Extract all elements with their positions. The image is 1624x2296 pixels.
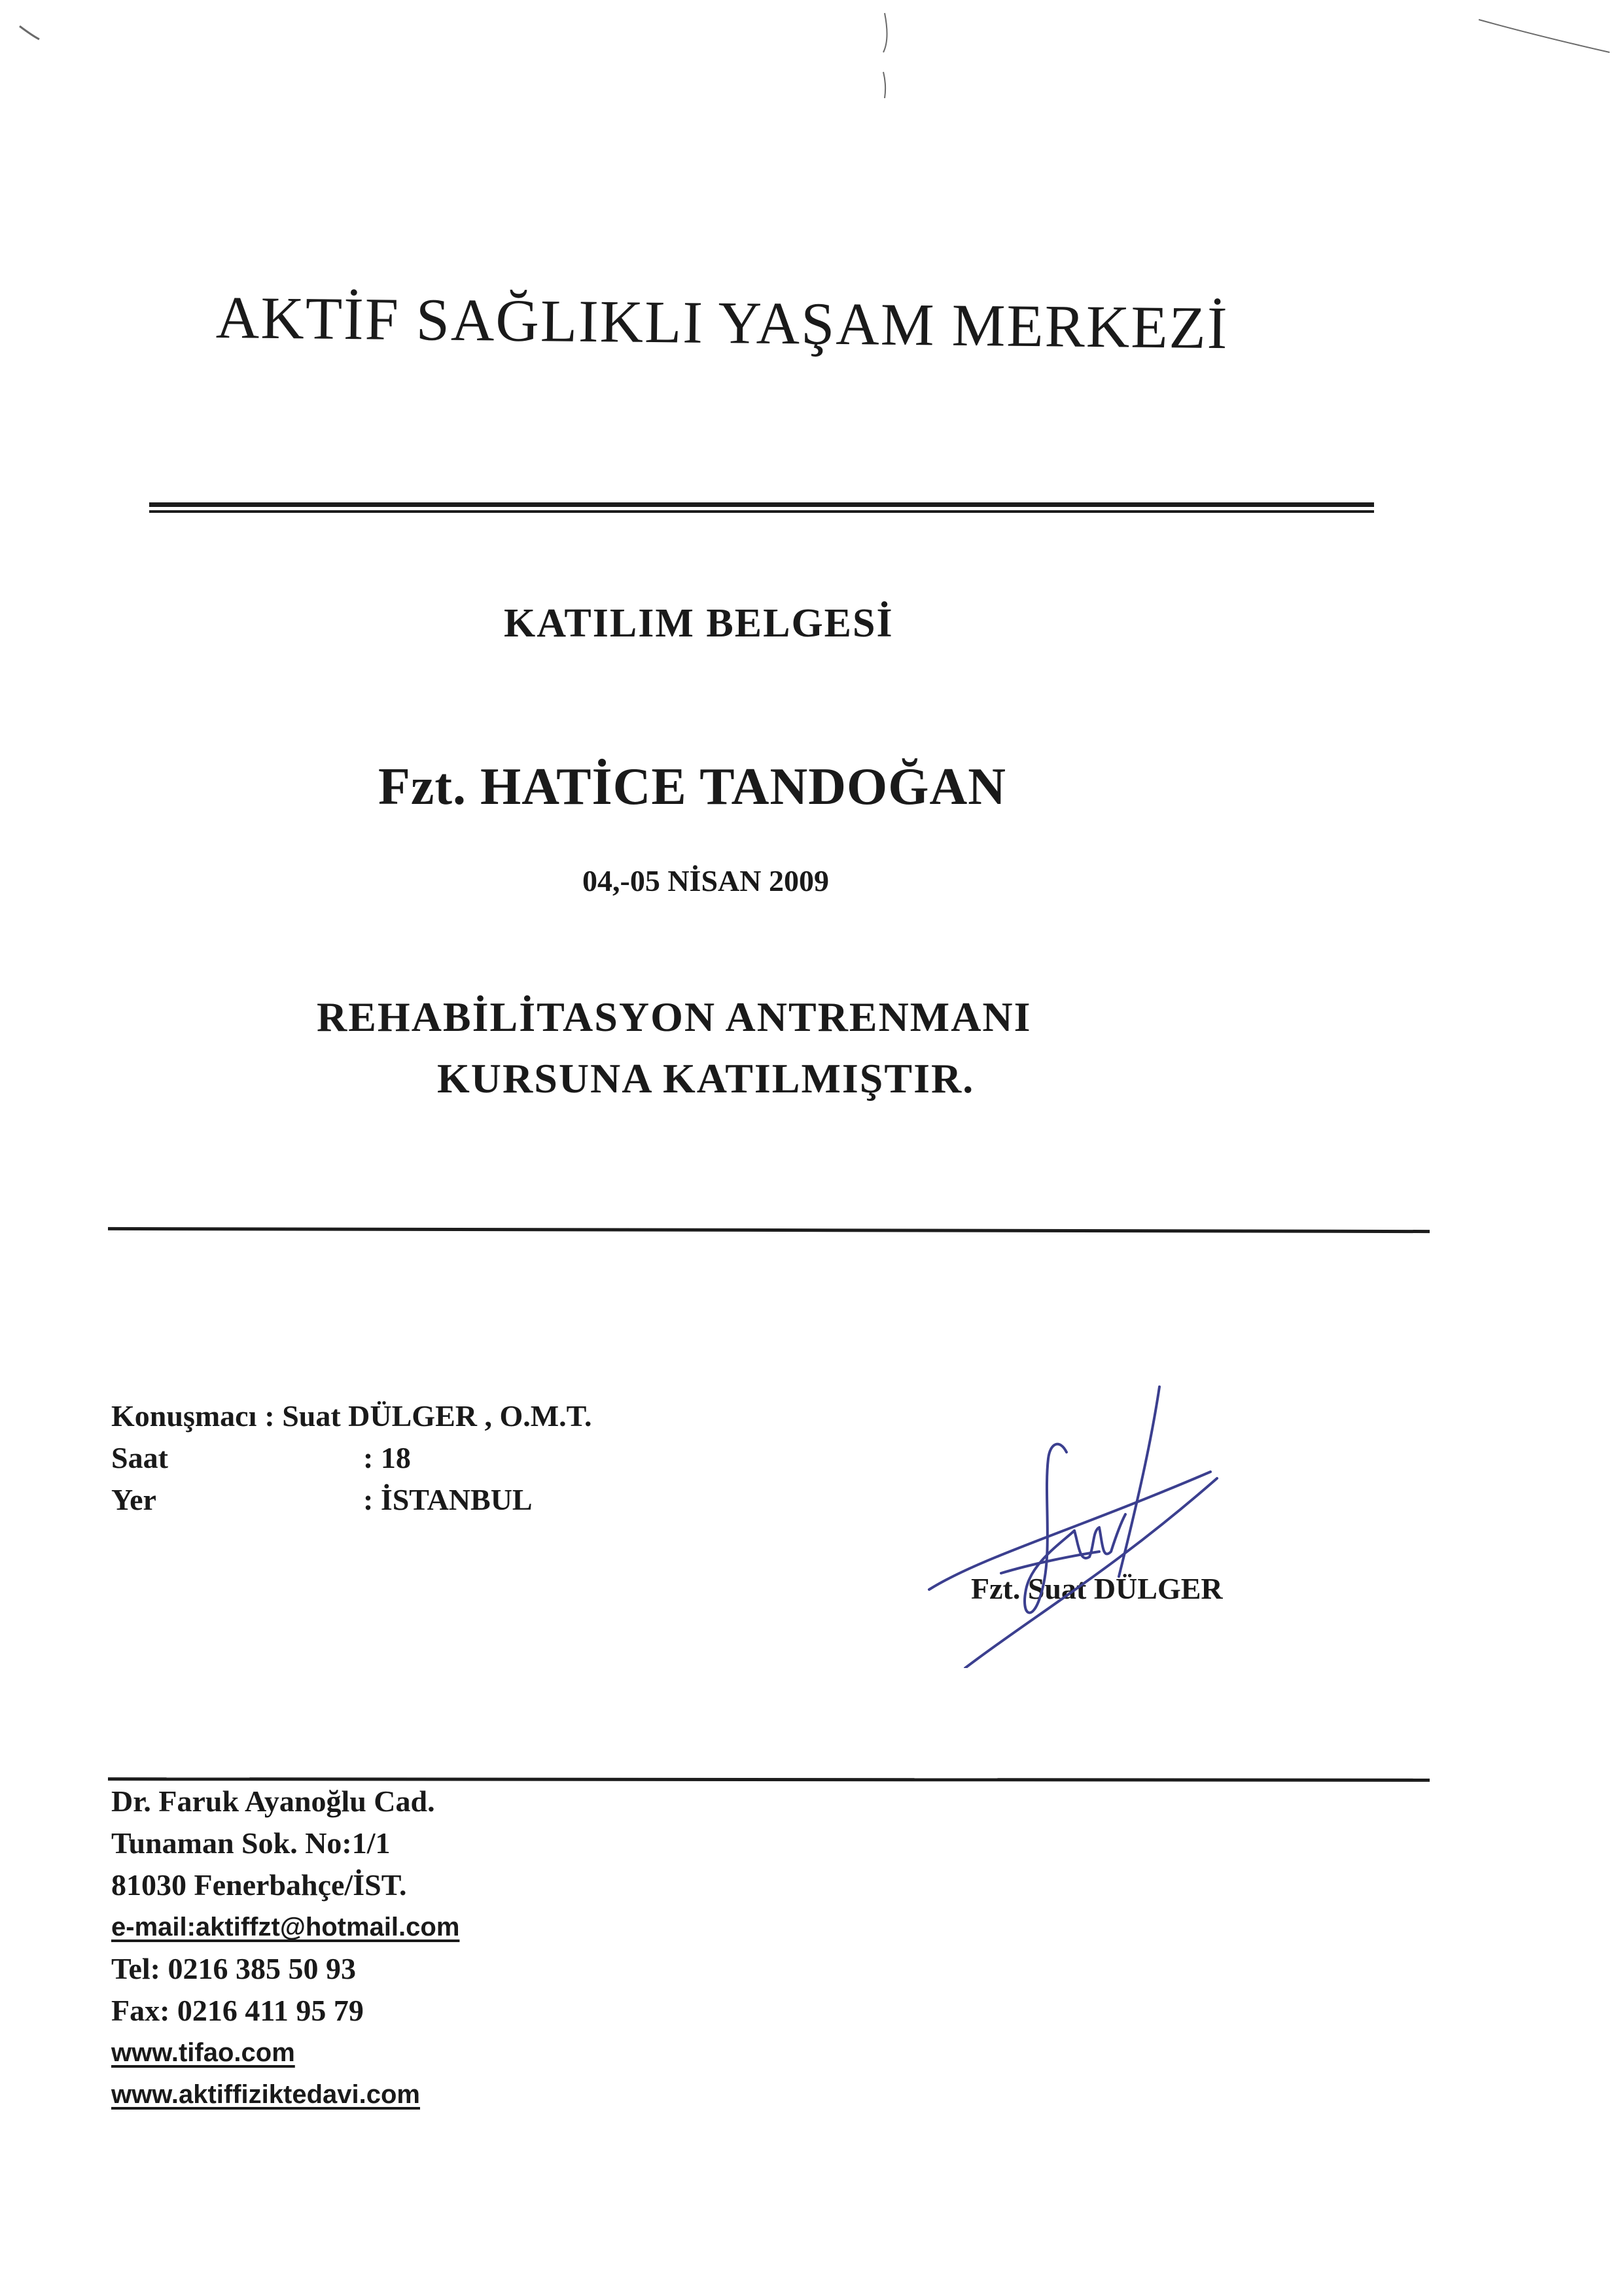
course-title-line-1: REHABİLİTASYON ANTRENMANI <box>317 994 1032 1040</box>
telephone: Tel: 0216 385 50 93 <box>111 1952 356 1985</box>
recipient-name: Fzt. HATİCE TANDOĞAN <box>378 758 1006 816</box>
scan-artifact-marks <box>0 0 1624 131</box>
event-details <box>111 1395 591 1521</box>
speaker-label: Konuşmacı <box>111 1399 257 1433</box>
middle-divider <box>108 1227 1430 1233</box>
course-date: 04,-05 NİSAN 2009 <box>582 864 829 897</box>
signatory-name: Fzt. Suat DÜLGER <box>971 1572 1223 1605</box>
speaker-row <box>111 1395 591 1437</box>
email-link[interactable]: e-mail:aktiffzt@hotmail.com <box>111 1913 460 1941</box>
place-row <box>111 1479 591 1521</box>
website-link-1[interactable]: www.tifao.com <box>111 2038 295 2067</box>
address-line-1: Dr. Faruk Ayanoğlu Cad. <box>111 1784 435 1818</box>
time-label: Saat <box>111 1441 168 1474</box>
course-title-line-2: KURSUNA KATILMIŞTIR. <box>437 1055 975 1102</box>
fax: Fax: 0216 411 95 79 <box>111 1994 364 2027</box>
place-label: Yer <box>111 1483 156 1516</box>
website-link-2[interactable]: www.aktiffiziktedavi.com <box>111 2080 420 2109</box>
organization-title: AKTİF SAĞLIKLI YAŞAM MERKEZİ <box>215 284 1229 362</box>
time-value: : 18 <box>363 1441 411 1474</box>
handwritten-signature <box>903 1380 1243 1668</box>
place-value: : İSTANBUL <box>363 1483 533 1516</box>
speaker-value: : Suat DÜLGER , O.M.T. <box>264 1399 592 1433</box>
header-divider <box>149 502 1374 515</box>
address-line-3: 81030 Fenerbahçe/İST. <box>111 1868 407 1902</box>
contact-footer <box>111 1774 459 2115</box>
address-line-2: Tunaman Sok. No:1/1 <box>111 1826 391 1860</box>
time-row <box>111 1437 591 1479</box>
certificate-title: KATILIM BELGESİ <box>504 601 894 646</box>
